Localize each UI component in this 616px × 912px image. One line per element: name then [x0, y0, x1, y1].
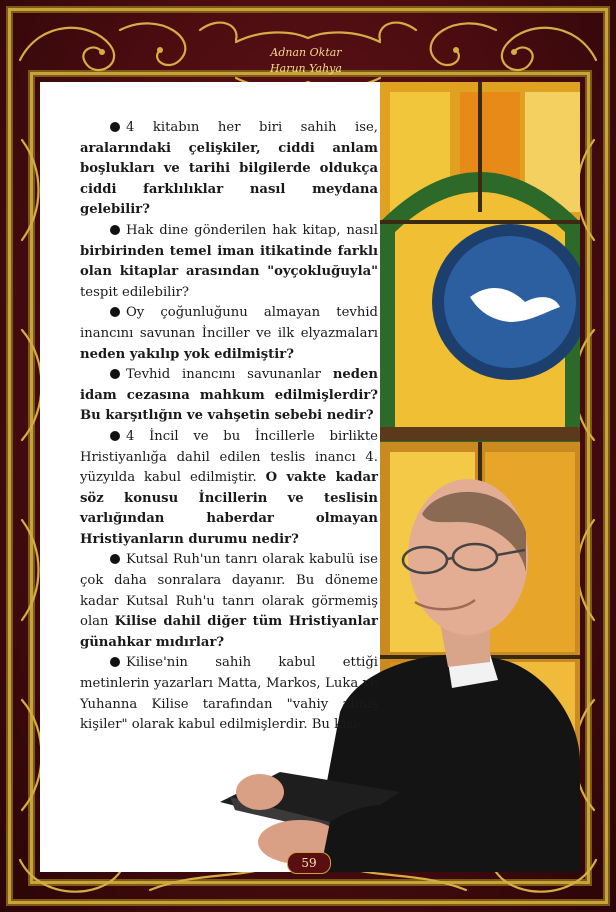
book-header-authors: [236, 45, 376, 77]
author-line-1: Adnan Oktar: [270, 46, 342, 59]
text-segment: Kilise'nin sahih kabul ettiği metinlerin yazarları Matta, Markos, Luka ve Yuhanna Kilise tarafından "vahiy almış kişiler" olarak kabul edilmişlerdir. Bu kişi-: [80, 655, 378, 733]
question-paragraph-3: [80, 303, 378, 365]
bold-text-segment: aralarındaki çelişkiler, ciddi anlam boşlukları ve tarihi bilgilerde oldukça ciddi farklılıklar nasıl meydana gelebilir?: [80, 140, 378, 218]
bold-text-segment: O vakte kadar söz konusu İncillerin ve teslisin varlığından haberdar olmayan Hristiyanların durumu nedir?: [80, 470, 378, 547]
bold-text-segment: birbirinden temel iman itikatinde farklı olan kitaplar arasından "oyçokluğuyla": [80, 243, 378, 280]
bullet-icon: [110, 225, 120, 235]
bullet-icon: [110, 122, 120, 132]
page-content: [40, 82, 580, 872]
bullet-icon: [110, 307, 120, 317]
question-paragraph-2: [80, 221, 378, 303]
text-segment: tespit edilebilir?: [80, 284, 189, 300]
bullet-icon: [110, 431, 120, 441]
text-segment: Tevhid inancını savunanlar: [126, 367, 333, 383]
bullet-icon: [110, 657, 120, 667]
question-paragraph-1: [80, 118, 378, 221]
author-line-2: Harun Yahya: [270, 62, 342, 75]
body-text: [80, 118, 378, 736]
page-number: 59: [287, 852, 331, 874]
text-segment: Kutsal Ruh'un tanrı olarak kabulü ise çok daha sonralara dayanır. Bu döneme kadar Kutsal Ruh'u tanrı olarak görmemiş olan: [80, 552, 378, 630]
text-segment: Hak dine gönderilen hak kitap, nasıl: [126, 222, 378, 238]
question-paragraph-4: [80, 365, 378, 427]
question-paragraph-7: [80, 653, 378, 735]
text-segment: 4 İncil ve bu İncillerle birlikte Hristiyanlığa dahil edilen teslis inancı 4. yüzyılda kabul edilmiştir.: [80, 428, 378, 486]
bullet-icon: [110, 369, 120, 379]
bullet-icon: [110, 554, 120, 564]
bold-text-segment: Kilise dahil diğer tüm Hristiyanlar günahkar mıdırlar?: [80, 614, 378, 650]
question-paragraph-5: [80, 427, 378, 551]
text-segment: 4 kitabın her biri sahih ise,: [126, 120, 378, 135]
text-segment: Oy çoğunluğunu almayan tevhid inancını savunan İnciller ve ilk elyazmaları: [80, 305, 378, 341]
bold-text-segment: neden yakılıp yok edilmiştir?: [80, 346, 294, 362]
bold-text-segment: neden idam cezasına mahkum edilmişlerdir? Bu karşıtlığın ve vahşetin sebebi nedir?: [80, 367, 378, 424]
question-paragraph-6: [80, 550, 378, 653]
